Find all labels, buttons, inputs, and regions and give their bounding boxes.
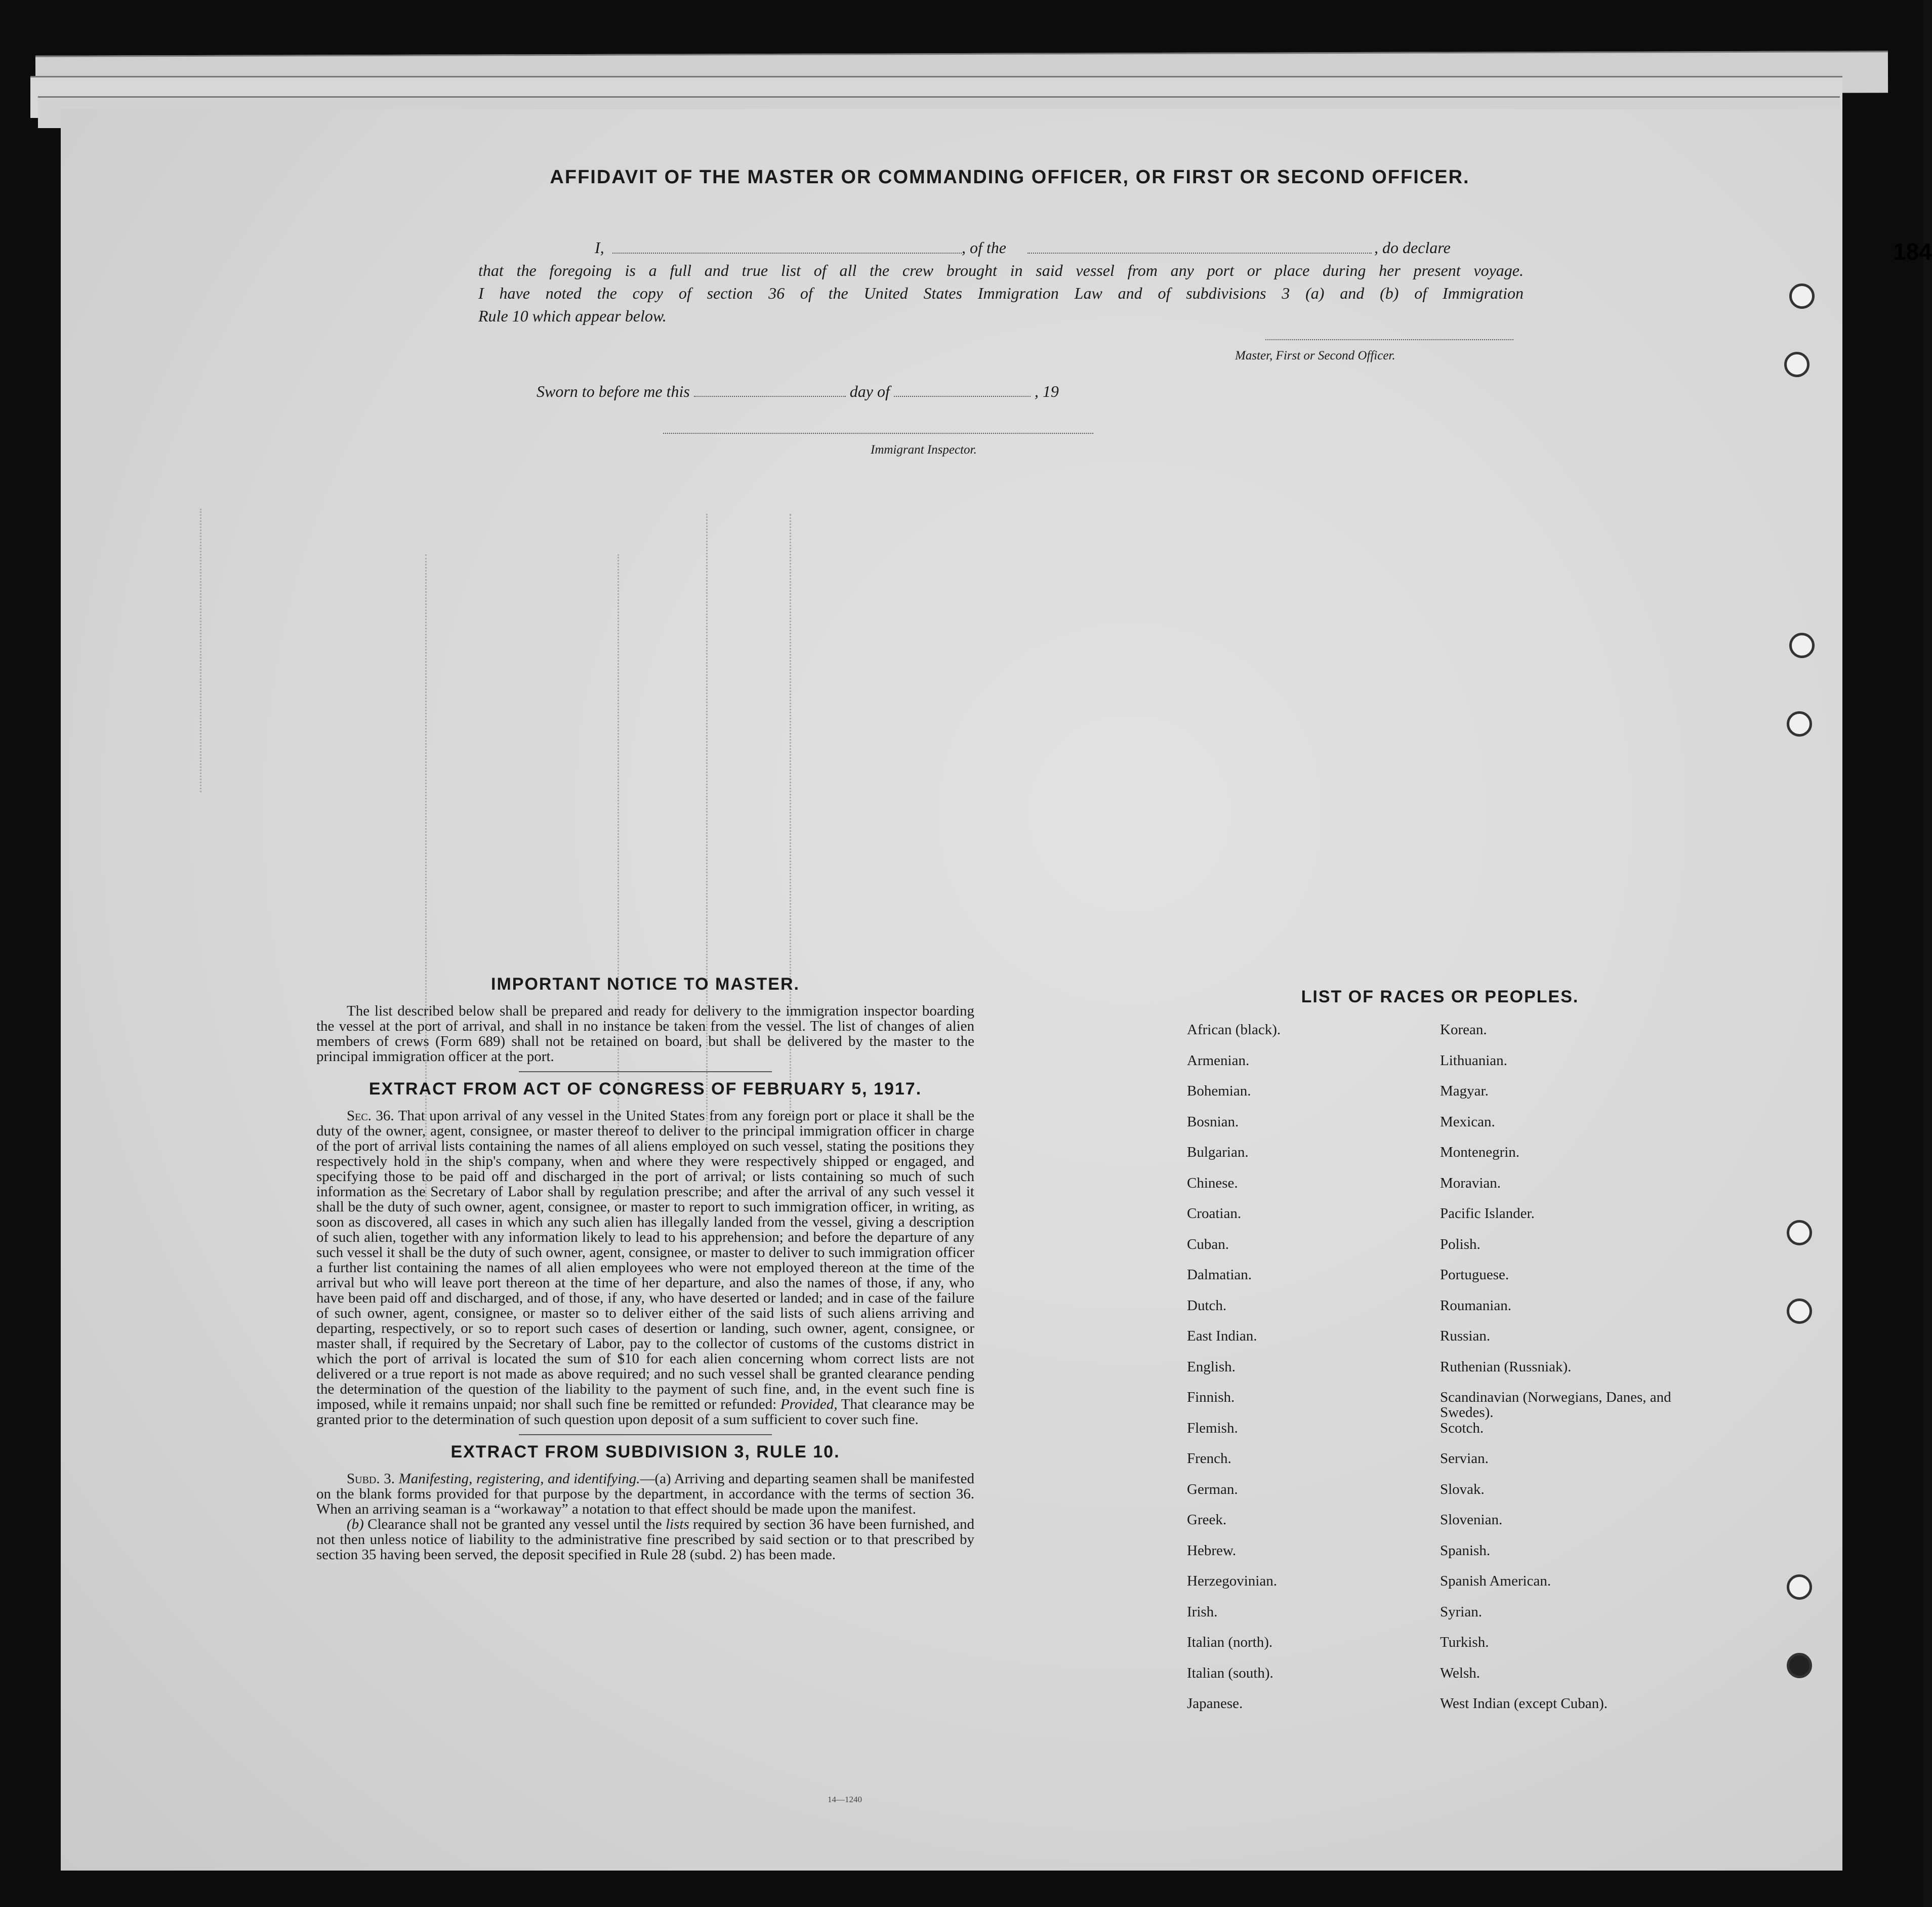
- race-item: Hebrew.: [1187, 1542, 1237, 1559]
- race-item: Roumanian.: [1440, 1297, 1511, 1314]
- section-36-body: That upon arrival of any vessel in the United States from any foreign port or place it shall be the duty of the owner, agent, consignee, or master thereof to deliver to the principal immigration officer in charge of the port of arrival lists containing the names of all aliens employed on such vessel, stating the positions they respectively hold in the ship's company, when and where they were respectively shipped or engaged, and specifying those to be paid off and discharged in the port of arrival; or lists containing so much of such information as the Secretary of Labor shall by regulation prescribe; and after the arrival of any such vessel it shall be the duty of such owner, agent, consignee, or master to report to such immigration officer, in writing, as soon as discovered, all cases in which any such alien has illegally landed from the vessel, giving a description of such alien, together with any information likely to lead to his apprehension; and before the departure of any such vessel it shall be the duty of such owner, agent, consignee, or master to deliver to such immigration officer a further list containing the names of all alien employees who were not employed thereon at the time of the arrival but who will leave port thereon at the time of her departure, and also the names of those, if any, who have been paid off and discharged, and of those, if any, who have deserted or landed; and in case of the failure of such owner, agent, consignee, or master so to deliver either of the said lists of such aliens arriving and departing, respectively, or so to report such cases of desertion or landing, such owner, agent, consignee, or master shall, if required by the Secretary of Labor, pay to the collector of customs of the customs district in which the port of arrival is located the sum of $10 for each alien concerning whom correct lists are not delivered or a true report is not made as above required; and no such vessel shall be granted clearance pending the determination of the question of the liability to the payment of such fine, and, in the event such fine is imposed, while it remains unpaid; nor shall such fine be remitted or refunded:: [316, 1108, 975, 1412]
- affidavit-declare: , do declare: [1374, 238, 1451, 257]
- subd-heading: Manifesting, registering, and identifying.: [398, 1471, 640, 1487]
- affidavit-title: AFFIDAVIT OF THE MASTER OR COMMANDING OFFICER, OR FIRST OR SECOND OFFICER.: [550, 167, 1470, 188]
- binding-hole: [1789, 283, 1815, 309]
- race-item: Bohemian.: [1187, 1083, 1251, 1099]
- section-divider: [519, 1434, 772, 1435]
- race-item: Magyar.: [1440, 1083, 1489, 1099]
- binding-hole: [1789, 633, 1815, 658]
- signature-line[interactable]: [1265, 339, 1513, 340]
- race-item: Flemish.: [1187, 1419, 1238, 1436]
- binding-hole: [1787, 1574, 1812, 1600]
- race-item: Armenian.: [1187, 1052, 1250, 1069]
- race-item: Spanish.: [1440, 1542, 1491, 1559]
- race-item: Turkish.: [1440, 1634, 1489, 1650]
- affidavit-line-3: I have noted the copy of section 36 of the United States Immigration Law and of subdivisions 3 (a) and (b) of Immigration: [478, 284, 1524, 302]
- race-item: German.: [1187, 1481, 1238, 1497]
- race-item: Polish.: [1440, 1236, 1481, 1252]
- race-item: West Indian (except Cuban).: [1440, 1695, 1608, 1712]
- affidavit-line-2: that the foregoing is a full and true list of all the crew brought in said vessel from any port or place during her present voyage.: [478, 261, 1524, 279]
- binding-hole: [1787, 1220, 1812, 1245]
- affidavit-line-4: Rule 10 which appear below.: [478, 307, 667, 325]
- act-extract-title: EXTRACT FROM ACT OF CONGRESS OF FEBRUARY 5, 1917.: [368, 1079, 922, 1099]
- section-36-label: Sec. 36.: [347, 1108, 394, 1124]
- section-36-end: That clearance may be granted prior to the determination of such question upon deposit of a sum sufficient to cover such fine.: [316, 1396, 975, 1428]
- document-page: [61, 109, 1932, 1871]
- race-item: Lithuanian.: [1440, 1052, 1507, 1069]
- race-item: Syrian.: [1440, 1603, 1482, 1620]
- sworn-month-blank[interactable]: [894, 396, 1031, 397]
- rule-extract-title: EXTRACT FROM SUBDIVISION 3, RULE 10.: [450, 1442, 840, 1462]
- race-item: Pacific Islander.: [1440, 1205, 1535, 1222]
- race-item: East Indian.: [1187, 1328, 1257, 1344]
- binding-hole: [1787, 1299, 1812, 1324]
- bleed-through-rule: [200, 509, 201, 792]
- form-number: 14—1240: [828, 1795, 862, 1804]
- binding-hole: [1784, 352, 1810, 377]
- subd-b-clearance: Clearance shall not be granted any vessel until the: [367, 1516, 662, 1532]
- vessel-blank[interactable]: [1027, 236, 1372, 254]
- race-item: Russian.: [1440, 1328, 1491, 1344]
- notice-title: IMPORTANT NOTICE TO MASTER.: [491, 975, 800, 994]
- affidavit-line-1: [478, 236, 1524, 259]
- races-left-column: [1187, 1022, 1440, 1727]
- section-36-text: [316, 1108, 974, 1427]
- race-item: Korean.: [1440, 1022, 1487, 1038]
- race-item: African (black).: [1187, 1022, 1281, 1038]
- subd-para-b: required by section 36 have been furnished, and not then unless notice of liability to the administrative fine prescribed by said section or to that prescribed by section 35 having been served, the deposit specified in Rule 28 (subd. 2) has been made.: [316, 1516, 975, 1563]
- race-item: Japanese.: [1187, 1695, 1243, 1712]
- races-list: [1187, 987, 1693, 1727]
- signature-label: Master, First or Second Officer.: [1235, 349, 1395, 362]
- race-item: Croatian.: [1187, 1205, 1242, 1222]
- notice-block: [316, 975, 974, 1562]
- race-item: French.: [1187, 1450, 1231, 1467]
- sworn-day-label: day of: [849, 382, 890, 400]
- race-item: Greek.: [1187, 1512, 1227, 1528]
- binding-hole: [1787, 1653, 1812, 1678]
- notice-text: The list described below shall be prepared and ready for delivery to the immigration inspector boarding the vessel at the port of arrival, and shall in no instance be taken from the vessel. The list of changes of alien members of crews (Form 689) shall not be retained on board, but shall be delivered by the master to the principal immigration officer at the port.: [316, 1003, 974, 1065]
- subd-b-label: (b): [347, 1516, 364, 1532]
- inspector-signature-line[interactable]: [663, 433, 1093, 434]
- race-item: Scotch.: [1440, 1419, 1484, 1436]
- race-item: Slovak.: [1440, 1481, 1485, 1497]
- race-item: Cuban.: [1187, 1236, 1229, 1252]
- inspector-label: Immigrant Inspector.: [871, 443, 977, 457]
- race-item: Chinese.: [1187, 1174, 1238, 1191]
- sworn-day-blank[interactable]: [694, 396, 846, 397]
- race-item: Dalmatian.: [1187, 1267, 1252, 1283]
- binding-hole: [1787, 711, 1812, 737]
- sworn-row: [537, 382, 1059, 401]
- races-columns: [1187, 1022, 1693, 1727]
- subd-label: Subd. 3.: [347, 1471, 395, 1487]
- race-item: Dutch.: [1187, 1297, 1227, 1314]
- race-item: Spanish American.: [1440, 1573, 1551, 1589]
- race-item: Bosnian.: [1187, 1113, 1239, 1130]
- race-item: Italian (north).: [1187, 1634, 1273, 1650]
- race-item: Slovenian.: [1440, 1512, 1503, 1528]
- race-item: Portuguese.: [1440, 1267, 1509, 1283]
- race-item: Servian.: [1440, 1450, 1489, 1467]
- subd-b-lists: lists: [666, 1516, 689, 1532]
- race-item: Moravian.: [1440, 1174, 1501, 1191]
- name-blank[interactable]: [612, 236, 962, 254]
- affidavit-of-the: , of the: [962, 238, 1006, 257]
- race-item: Ruthenian (Russniak).: [1440, 1358, 1572, 1375]
- race-item: Mexican.: [1440, 1113, 1495, 1130]
- sworn-prefix: Sworn to before me this: [537, 382, 690, 400]
- subdivision-3a-text: [316, 1471, 974, 1517]
- race-item: Finnish.: [1187, 1389, 1235, 1405]
- race-item: English.: [1187, 1358, 1236, 1375]
- provided-word: Provided,: [780, 1396, 838, 1412]
- race-item: Bulgarian.: [1187, 1144, 1249, 1160]
- races-right-column: [1440, 1022, 1693, 1727]
- race-item: Herzegovinian.: [1187, 1573, 1277, 1589]
- subdivision-3b-text: [316, 1517, 974, 1562]
- affidavit-i: I,: [595, 238, 604, 257]
- page-number: 184: [1893, 238, 1932, 265]
- race-item: Italian (south).: [1187, 1665, 1273, 1681]
- races-title: LIST OF RACES OR PEOPLES.: [1301, 987, 1579, 1006]
- subd-para-a: —(a) Arriving and departing seamen shall be manifested on the blank forms provided for that purpose by the department, in accordance with the terms of section 36. When an arriving seaman is a “workaway” a notation to that effect should be made upon the manifest.: [316, 1471, 974, 1517]
- section-divider: [519, 1071, 772, 1072]
- race-item: Scandinavian (Norwegians, Danes, and Swedes).: [1440, 1389, 1671, 1421]
- affidavit-text: [478, 236, 1524, 328]
- race-item: Montenegrin.: [1440, 1144, 1520, 1160]
- sworn-year-label: , 19: [1034, 382, 1059, 400]
- race-item: Welsh.: [1440, 1665, 1481, 1681]
- race-item: Irish.: [1187, 1603, 1218, 1620]
